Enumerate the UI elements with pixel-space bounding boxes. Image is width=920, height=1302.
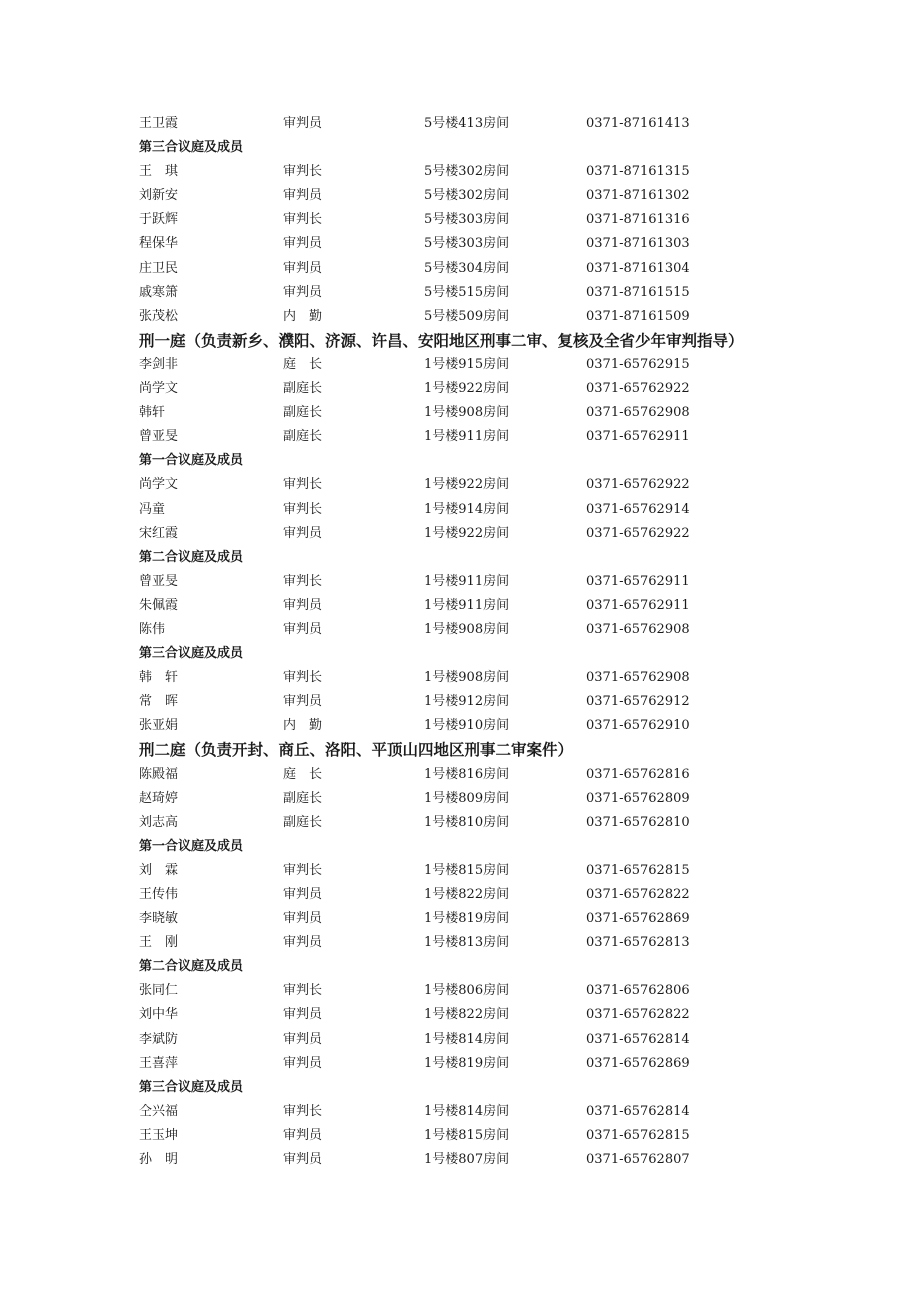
position-title: 审判长 [283, 983, 323, 999]
phone-number: 0371-87161515 [586, 284, 690, 300]
office-room: 5号楼302房间 [424, 164, 510, 180]
office-room: 1号楼815房间 [424, 862, 510, 878]
office-room: 1号楼914房间 [424, 501, 510, 517]
person-name: 庄卫民 [139, 260, 179, 276]
person-name: 尚学文 [139, 477, 179, 493]
directory-entry-row [139, 232, 839, 256]
position-title: 副庭长 [283, 429, 323, 445]
directory-entry-row [139, 257, 839, 281]
phone-number: 0371-65762810 [586, 814, 690, 830]
panel-heading [139, 642, 839, 666]
office-room: 1号楼908房间 [424, 405, 510, 421]
position-title: 副庭长 [283, 790, 323, 806]
directory-entry-row [139, 859, 839, 883]
panel-heading-text: 第一合议庭及成员 [139, 838, 244, 854]
person-name: 李剑非 [139, 356, 179, 372]
person-name: 孙 明 [139, 1152, 179, 1168]
office-room: 1号楼822房间 [424, 1007, 510, 1023]
phone-number: 0371-65762816 [586, 766, 690, 782]
directory-entry-row [139, 208, 839, 232]
phone-number: 0371-65762910 [586, 718, 690, 734]
division-heading [139, 738, 839, 762]
position-title: 内 勤 [283, 718, 323, 734]
division-heading-text: 刑一庭（负责新乡、濮阳、济源、许昌、安阳地区刑事二审、复核及全省少年审判指导） [139, 331, 744, 350]
panel-heading-text: 第三合议庭及成员 [139, 646, 244, 662]
position-title: 审判员 [283, 935, 323, 951]
office-room: 1号楼813房间 [424, 935, 510, 951]
phone-number: 0371-87161509 [586, 308, 690, 324]
person-name: 常 晖 [139, 694, 179, 710]
office-room: 1号楼911房间 [424, 573, 510, 589]
phone-number: 0371-87161316 [586, 212, 690, 228]
person-name: 朱佩霞 [139, 597, 179, 613]
office-room: 1号楼816房间 [424, 766, 510, 782]
phone-number: 0371-87161315 [586, 164, 690, 180]
person-name: 王玉坤 [139, 1127, 179, 1143]
phone-number: 0371-65762908 [586, 621, 690, 637]
directory-entry-row [139, 160, 839, 184]
phone-number: 0371-65762915 [586, 356, 690, 372]
position-title: 审判员 [283, 236, 323, 252]
person-name: 冯童 [139, 501, 166, 517]
phone-number: 0371-87161413 [586, 116, 690, 131]
directory-entry-row [139, 401, 839, 425]
position-title: 副庭长 [283, 405, 323, 421]
person-name: 陈伟 [139, 621, 166, 637]
phone-number: 0371-65762911 [586, 573, 690, 589]
directory-entry-row [139, 1052, 839, 1076]
directory-entry-row [139, 377, 839, 401]
panel-heading-text: 第二合议庭及成员 [139, 959, 244, 975]
office-room: 1号楼815房间 [424, 1127, 510, 1143]
position-title: 副庭长 [283, 814, 323, 830]
person-name: 张同仁 [139, 983, 179, 999]
directory-entry-row [139, 184, 839, 208]
position-title: 审判员 [283, 116, 323, 131]
directory-entry-row [139, 690, 839, 714]
phone-number: 0371-65762914 [586, 501, 690, 517]
directory-entry-row [139, 594, 839, 618]
directory-entry-row [139, 1124, 839, 1148]
person-name: 韩轩 [139, 405, 166, 421]
office-room: 1号楼922房间 [424, 477, 510, 493]
phone-number: 0371-65762922 [586, 477, 690, 493]
position-title: 审判员 [283, 1152, 323, 1168]
position-title: 副庭长 [283, 381, 323, 397]
office-room: 1号楼822房间 [424, 887, 510, 902]
phone-number: 0371-65762809 [586, 790, 690, 806]
person-name: 于跃辉 [139, 212, 179, 228]
phone-number: 0371-65762912 [586, 694, 690, 710]
position-title: 审判长 [283, 573, 323, 589]
office-room: 5号楼413房间 [424, 116, 510, 131]
position-title: 审判长 [283, 1103, 323, 1119]
panel-heading [139, 835, 839, 859]
panel-heading-text: 第一合议庭及成员 [139, 453, 244, 469]
phone-number: 0371-65762869 [586, 1055, 690, 1071]
directory-entry-row [139, 883, 839, 907]
panel-heading-text: 第三合议庭及成员 [139, 140, 244, 156]
position-title: 审判长 [283, 501, 323, 517]
phone-number: 0371-65762922 [586, 525, 690, 541]
position-title: 审判员 [283, 694, 323, 710]
directory-entry-row [139, 763, 839, 787]
office-room: 1号楼908房间 [424, 670, 510, 686]
directory-entry-row [139, 522, 839, 546]
office-room: 5号楼515房间 [424, 284, 510, 300]
position-title: 审判员 [283, 911, 323, 927]
office-room: 5号楼304房间 [424, 260, 510, 276]
person-name: 程保华 [139, 236, 179, 252]
phone-number: 0371-65762806 [586, 983, 690, 999]
person-name: 张茂松 [139, 308, 179, 324]
position-title: 审判长 [283, 477, 323, 493]
phone-number: 0371-65762814 [586, 1103, 690, 1119]
directory-entry-row [139, 1100, 839, 1124]
person-name: 宋红霞 [139, 525, 179, 541]
office-room: 1号楼807房间 [424, 1152, 510, 1168]
position-title: 审判员 [283, 1055, 323, 1071]
phone-number: 0371-65762911 [586, 597, 690, 613]
position-title: 审判员 [283, 1007, 323, 1023]
person-name: 戚寒箫 [139, 284, 179, 300]
person-name: 王喜萍 [139, 1055, 179, 1071]
directory-entry-row [139, 281, 839, 305]
phone-number: 0371-65762922 [586, 381, 690, 397]
position-title: 审判员 [283, 284, 323, 300]
phone-number: 0371-87161303 [586, 236, 690, 252]
position-title: 内 勤 [283, 308, 323, 324]
person-name: 刘志高 [139, 814, 179, 830]
directory-entry-row [139, 112, 839, 136]
office-room: 1号楼912房间 [424, 694, 510, 710]
office-room: 1号楼911房间 [424, 429, 510, 445]
position-title: 审判员 [283, 887, 323, 902]
office-room: 1号楼922房间 [424, 381, 510, 397]
panel-heading-text: 第二合议庭及成员 [139, 549, 244, 565]
person-name: 韩 轩 [139, 670, 179, 686]
position-title: 审判长 [283, 670, 323, 686]
office-room: 1号楼908房间 [424, 621, 510, 637]
person-name: 尚学文 [139, 381, 179, 397]
directory-entry-row [139, 931, 839, 955]
phone-number: 0371-65762814 [586, 1031, 690, 1047]
phone-number: 0371-65762822 [586, 1007, 690, 1023]
panel-heading [139, 546, 839, 570]
person-name: 王 琪 [139, 164, 179, 180]
panel-heading [139, 136, 839, 160]
directory-entry-row [139, 618, 839, 642]
directory-entry-row [139, 570, 839, 594]
person-name: 曾亚旻 [139, 429, 179, 445]
panel-heading [139, 1076, 839, 1100]
office-room: 1号楼814房间 [424, 1031, 510, 1047]
position-title: 审判员 [283, 525, 323, 541]
phone-number: 0371-65762822 [586, 887, 690, 902]
person-name: 曾亚旻 [139, 573, 179, 589]
person-name: 陈殿福 [139, 766, 179, 782]
directory-entry-row [139, 1148, 839, 1172]
person-name: 李晓敏 [139, 911, 179, 927]
directory-entry-row [139, 473, 839, 497]
phone-number: 0371-87161302 [586, 188, 690, 204]
office-room: 1号楼819房间 [424, 911, 510, 927]
phone-number: 0371-65762908 [586, 670, 690, 686]
directory-entry-row [139, 714, 839, 738]
directory-entry-row [139, 811, 839, 835]
person-name: 王卫霞 [139, 116, 179, 131]
directory-entry-row [139, 979, 839, 1003]
position-title: 审判长 [283, 164, 323, 180]
office-room: 1号楼922房间 [424, 525, 510, 541]
person-name: 仝兴福 [139, 1103, 179, 1119]
position-title: 审判员 [283, 621, 323, 637]
phone-number: 0371-65762815 [586, 1127, 690, 1143]
office-room: 1号楼910房间 [424, 718, 510, 734]
phone-number: 0371-65762869 [586, 911, 690, 927]
position-title: 庭 长 [283, 766, 323, 782]
person-name: 李斌防 [139, 1031, 179, 1047]
directory-entry-row [139, 1003, 839, 1027]
directory-entry-row [139, 787, 839, 811]
division-heading [139, 329, 839, 353]
phone-number: 0371-65762807 [586, 1152, 690, 1168]
directory-entry-row [139, 305, 839, 329]
panel-heading [139, 449, 839, 473]
position-title: 庭 长 [283, 356, 323, 372]
position-title: 审判员 [283, 260, 323, 276]
position-title: 审判员 [283, 1127, 323, 1143]
position-title: 审判员 [283, 1031, 323, 1047]
office-room: 1号楼806房间 [424, 983, 510, 999]
directory-entry-row [139, 498, 839, 522]
person-name: 张亚娟 [139, 718, 179, 734]
person-name: 刘中华 [139, 1007, 179, 1023]
directory-entry-row [139, 907, 839, 931]
division-heading-text: 刑二庭（负责开封、商丘、洛阳、平顶山四地区刑事二审案件） [139, 741, 574, 760]
office-room: 1号楼819房间 [424, 1055, 510, 1071]
person-name: 王传伟 [139, 887, 179, 902]
office-room: 1号楼809房间 [424, 790, 510, 806]
phone-number: 0371-65762908 [586, 405, 690, 421]
phone-number: 0371-65762815 [586, 862, 690, 878]
person-name: 赵琦婷 [139, 790, 179, 806]
office-room: 1号楼814房间 [424, 1103, 510, 1119]
position-title: 审判长 [283, 862, 323, 878]
office-room: 1号楼911房间 [424, 597, 510, 613]
position-title: 审判员 [283, 188, 323, 204]
office-room: 5号楼509房间 [424, 308, 510, 324]
office-room: 5号楼302房间 [424, 188, 510, 204]
position-title: 审判长 [283, 212, 323, 228]
directory-entry-row [139, 425, 839, 449]
person-name: 刘新安 [139, 188, 179, 204]
person-name: 王 刚 [139, 935, 179, 951]
office-room: 1号楼810房间 [424, 814, 510, 830]
directory-entry-row [139, 1028, 839, 1052]
phone-number: 0371-87161304 [586, 260, 690, 276]
directory-entry-row [139, 666, 839, 690]
directory-entry-row [139, 353, 839, 377]
position-title: 审判员 [283, 597, 323, 613]
panel-heading [139, 955, 839, 979]
phone-number: 0371-65762911 [586, 429, 690, 445]
office-room: 1号楼915房间 [424, 356, 510, 372]
panel-heading-text: 第三合议庭及成员 [139, 1079, 244, 1095]
phone-number: 0371-65762813 [586, 935, 690, 951]
person-name: 刘 霖 [139, 862, 179, 878]
directory-list [139, 112, 839, 1172]
office-room: 5号楼303房间 [424, 236, 510, 252]
office-room: 5号楼303房间 [424, 212, 510, 228]
